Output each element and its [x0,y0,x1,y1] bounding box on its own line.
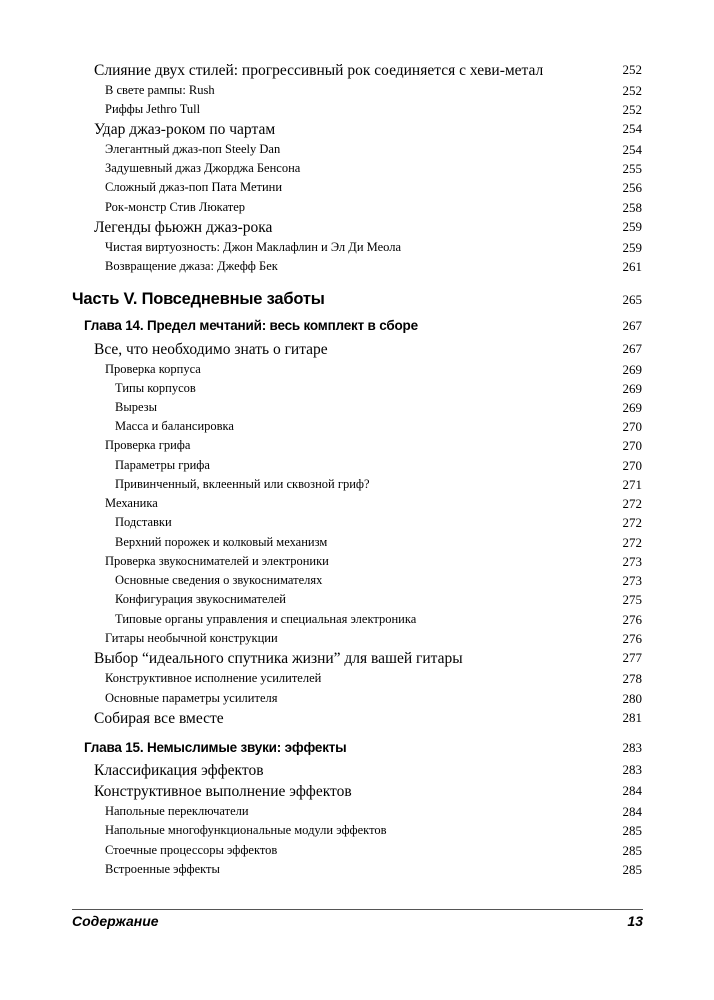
toc-entry-title: Рок-монстр Стив Люкатер [105,200,246,214]
toc-entry-title: Сложный джаз-поп Пата Метини [105,180,283,194]
toc-entry-page: 252 [622,83,642,98]
toc-entry-title: Конфигурация звукоснимателей [115,592,286,606]
toc-entry-subsubsection [0,400,714,420]
toc-entry-section [0,341,714,361]
toc-entry-title: Возвращение джаза: Джефф Бек [105,259,278,273]
toc-entry-title: Часть V. Повседневные заботы [72,290,325,308]
toc-entry-title: Классификация эффектов [94,762,264,779]
toc-entry-page: 259 [622,219,642,234]
toc-entry-title: Параметры грифа [115,458,210,472]
toc-entry-title: Проверка грифа [105,438,191,452]
toc-entry-subsection [0,862,714,882]
toc-entry-page: 284 [622,804,642,819]
toc-entry-subsection [0,240,714,260]
toc-entry-title: Выбор “идеального спутника жизни” для вашей гитары [94,650,463,667]
toc-entry-subsection [0,823,714,843]
toc-entry-title: Стоечные процессоры эффектов [105,843,278,857]
toc-entry-page: 270 [622,458,642,473]
toc-entry-title: Напольные переключатели [105,804,249,818]
toc-entry-subsection [0,631,714,651]
footer-divider [72,909,643,910]
toc-entry-title: Верхний порожек и колковый механизм [115,535,328,549]
toc-entry-page: 272 [622,515,642,530]
toc-entry-subsection [0,691,714,711]
toc-entry-part [0,290,714,310]
toc-entry-page: 281 [622,710,642,725]
toc-entry-page: 272 [622,535,642,550]
toc-entry-page: 277 [622,650,642,665]
toc-entry-page: 284 [622,783,642,798]
toc-entry-title: Глава 14. Предел мечтаний: весь комплект в сборе [84,318,418,333]
toc-entry-page: 254 [622,142,642,157]
toc-entry-title: Чистая виртуозность: Джон Маклафлин и Эл Ди Меола [105,240,402,254]
toc-entry-section [0,783,714,803]
toc-entry-title: Напольные многофункциональные модули эффектов [105,823,387,837]
toc-entry-page: 276 [622,612,642,627]
toc-entry-title: Встроенные эффекты [105,862,220,876]
toc-entry-page: 271 [622,477,642,492]
toc-entry-title: Масса и балансировка [115,419,234,433]
toc-entry-subsection [0,362,714,382]
toc-entry-page: 259 [622,240,642,255]
toc-entry-page: 283 [622,762,642,777]
toc-entry-subsubsection [0,592,714,612]
toc-entry-title: Конструктивное выполнение эффектов [94,783,352,800]
toc-entry-title: Легенды фьюжн джаз-рока [94,219,273,236]
toc-entry-subsubsection [0,381,714,401]
toc-entry-subsection [0,102,714,122]
toc-entry-page: 267 [622,318,642,333]
toc-entry-title: Основные сведения о звукоснимателях [115,573,323,587]
toc-entry-chapter [0,740,714,760]
toc-entry-section [0,219,714,239]
toc-entry-title: Проверка звукоснимателей и электроники [105,554,329,568]
toc-entry-title: Слияние двух стилей: прогрессивный рок соединяется с хеви-метал [94,62,544,79]
toc-entry-title: Все, что необходимо знать о гитаре [94,341,328,358]
toc-entry-page: 273 [622,573,642,588]
toc-entry-page: 269 [622,400,642,415]
toc-entry-page: 270 [622,419,642,434]
toc-entry-page: 276 [622,631,642,646]
toc-entry-subsection [0,496,714,516]
toc-entry-subsection [0,843,714,863]
toc-entry-subsubsection [0,419,714,439]
toc-entry-section [0,710,714,730]
toc-entry-page: 272 [622,496,642,511]
toc-entry-page: 265 [622,292,642,307]
toc-entry-title: Вырезы [115,400,158,414]
toc-entry-page: 269 [622,381,642,396]
toc-entry-title: Привинченный, вклеенный или сквозной гриф? [115,477,370,491]
toc-entry-subsection [0,180,714,200]
toc-entry-title: Типовые органы управления и специальная электроника [115,612,417,626]
toc-entry-subsection [0,200,714,220]
toc-entry-title: Глава 15. Немыслимые звуки: эффекты [84,740,347,755]
toc-entry-page: 283 [622,740,642,755]
toc-entry-subsection [0,438,714,458]
footer-page-number: 13 [627,913,643,929]
toc-entry-title: Подставки [115,515,172,529]
toc-entry-title: Задушевный джаз Джорджа Бенсона [105,161,301,175]
toc-entry-subsection [0,554,714,574]
toc-entry-page: 267 [622,341,642,356]
toc-entry-subsubsection [0,458,714,478]
toc-entry-subsubsection [0,612,714,632]
toc-entry-page: 256 [622,180,642,195]
toc-entry-page: 285 [622,843,642,858]
toc-entry-title: Гитары необычной конструкции [105,631,278,645]
toc-entry-page: 258 [622,200,642,215]
toc-entry-title: Основные параметры усилителя [105,691,278,705]
toc-entry-subsection [0,259,714,279]
toc-entry-title: Типы корпусов [115,381,196,395]
toc-entry-page: 273 [622,554,642,569]
toc-entry-page: 285 [622,862,642,877]
toc-entry-title: Собирая все вместе [94,710,224,727]
toc-entry-section [0,650,714,670]
toc-entry-title: Проверка корпуса [105,362,201,376]
toc-entry-page: 254 [622,121,642,136]
toc-entry-page: 275 [622,592,642,607]
toc-entry-section [0,62,714,82]
toc-entry-page: 269 [622,362,642,377]
toc-entry-subsubsection [0,477,714,497]
toc-entry-title: Механика [105,496,158,510]
toc-entry-page: 261 [622,259,642,274]
toc-entry-page: 252 [622,102,642,117]
toc-entry-section [0,762,714,782]
toc-entry-page: 255 [622,161,642,176]
toc-entry-subsection [0,161,714,181]
toc-entry-page: 252 [622,62,642,77]
toc-entry-subsubsection [0,535,714,555]
toc-entry-subsubsection [0,515,714,535]
footer-section-title: Содержание [72,913,159,929]
toc-entry-subsection [0,804,714,824]
toc-entry-title: В свете рампы: Rush [105,83,215,97]
toc-entry-subsubsection [0,573,714,593]
toc-entry-page: 278 [622,671,642,686]
toc-entry-title: Конструктивное исполнение усилителей [105,671,322,685]
toc-entry-subsection [0,671,714,691]
toc-entry-title: Удар джаз-роком по чартам [94,121,276,138]
toc-entry-subsection [0,83,714,103]
toc-entry-chapter [0,318,714,338]
toc-entry-title: Риффы Jethro Tull [105,102,201,116]
toc-entry-page: 270 [622,438,642,453]
toc-entry-title: Элегантный джаз-поп Steely Dan [105,142,281,156]
toc-entry-section [0,121,714,141]
toc-entry-page: 280 [622,691,642,706]
toc-entry-subsection [0,142,714,162]
toc-entry-page: 285 [622,823,642,838]
